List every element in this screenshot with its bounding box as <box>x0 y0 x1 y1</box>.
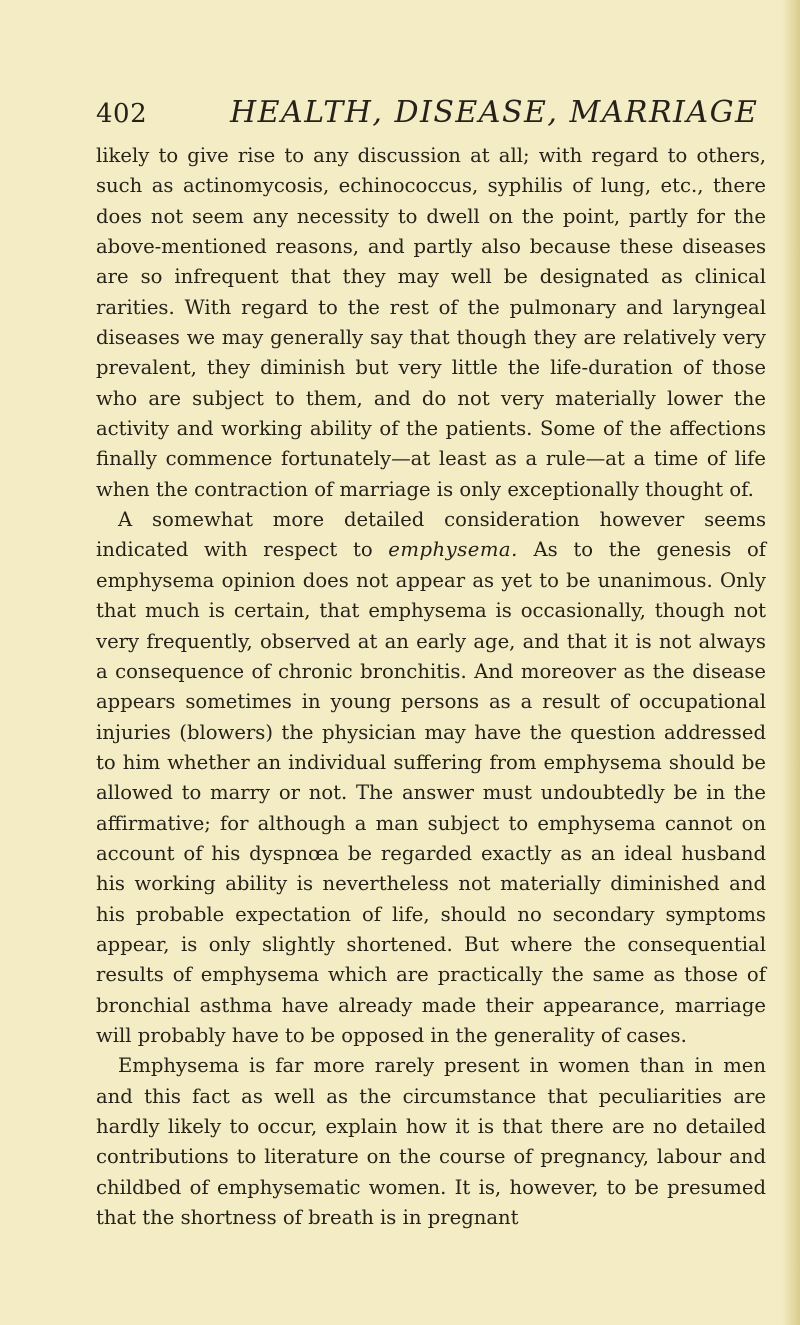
paragraph-2 <box>96 505 766 1051</box>
paragraph-1: likely to give rise to any discussion at all; with regard to others, such as actinomycosis, echinococcus, syphilis of lung, etc., there does not seem any necessity to dwell on the point, partly for the above-mentioned reasons, and partly also because these diseases are so infrequent that they may well be designated as clinical rarities. With regard to the rest of the pulmonary and laryngeal diseases we may generally say that though they are relatively very prevalent, they diminish but very little the life-duration of those who are subject to them, and do not very materially lower the activity and working ability of the patients. Some of the affections finally commence fortunately—at least as a rule—at a time of life when the contraction of marriage is only exceptionally thought of. <box>96 144 766 501</box>
page-edge-shadow <box>782 0 800 1325</box>
page-header <box>96 95 759 131</box>
body-text <box>96 141 766 1233</box>
running-head: HEALTH, DISEASE, MARRIAGE <box>230 95 759 130</box>
paragraph-2-lead: A somewhat more detailed consideration however seems indicated with respect to <box>96 508 766 562</box>
paragraph-3: Emphysema is far more rarely present in women than in men and this fact as well as the circumstance that peculiarities are hardly likely to occur, explain how it is that there are no detailed contributions to literature on the course of pregnancy, labour and childbed of emphysematic women. It is, however, to be presumed that the shortness of breath is in pregnant <box>96 1054 766 1230</box>
emphysema-emphasis: emphysema. <box>388 538 518 562</box>
page-number: 402 <box>96 99 148 129</box>
paragraph-2-rest: As to the genesis of emphysema opinion does not appear as yet to be unanimous. Only that much is certain, that emphysema is occasionally, though not very frequently, observed at an early age, and that it is not always a consequence of chronic bronchitis. And moreover as the disease appears sometimes in young persons as a result of occupational injuries (blowers) the physician may have the question addressed to him whether an individual suffering from emphysema should be allowed to marry or not. The answer must undoubtedly be in the affirmative; for although a man subject to emphysema cannot on account of his dyspnœa be regarded exactly as an ideal husband his working ability is nevertheless not materially diminished and his probable expectation of life, should no secondary symptoms appear, is only slightly shortened. But where the consequential results of emphysema which are practically the same as those of bronchial asthma have already made their appearance, marriage will probably have to be opposed in the generality of cases. <box>96 538 766 1047</box>
